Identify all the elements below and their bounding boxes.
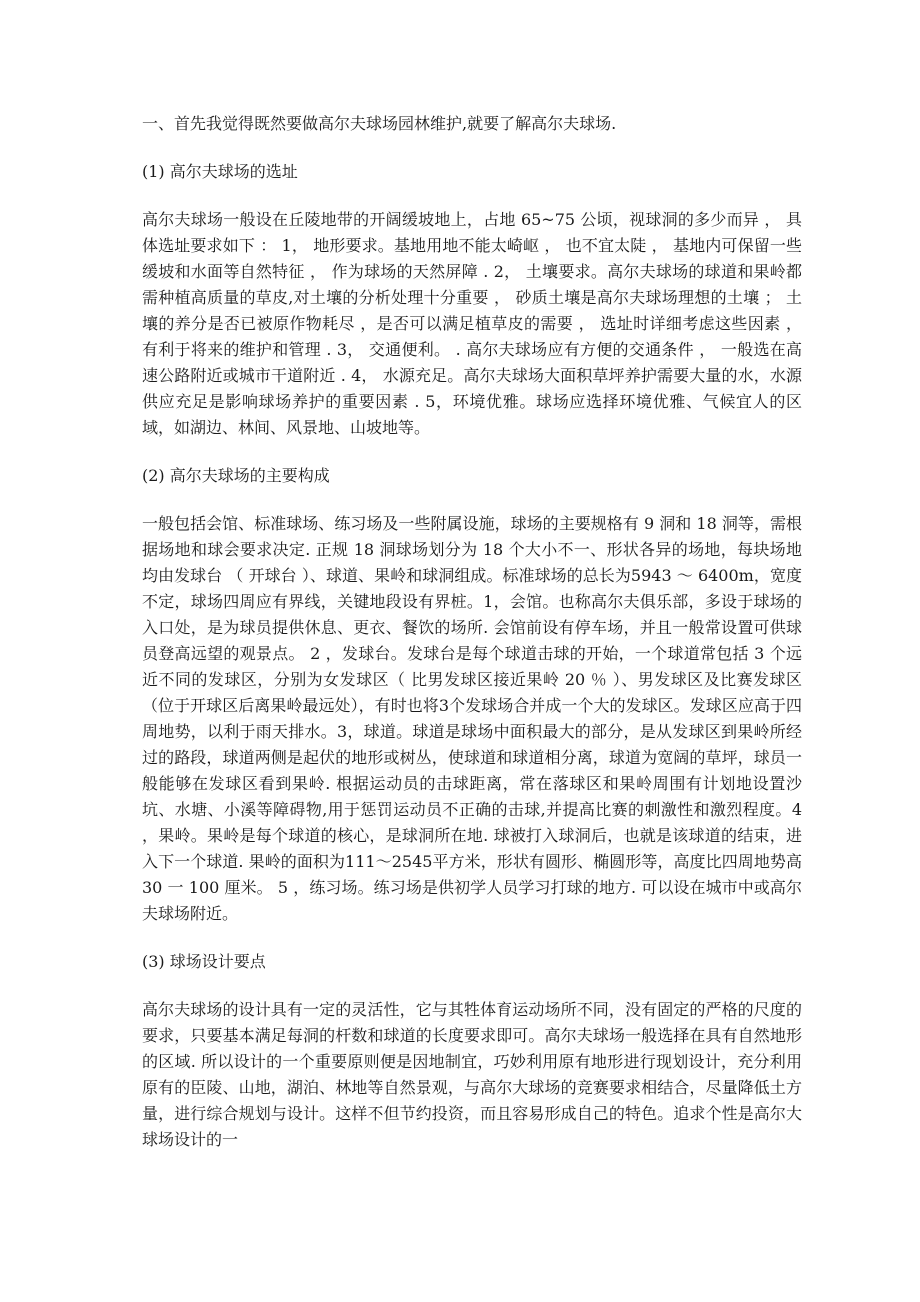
section-2-body: 一般包括会馆、标准球场、练习场及一些附属设施，球场的主要规格有 9 洞和 18 洞等，需根据场地和球会要求决定. 正规 18 洞球场划分为 18 个大小不一、形状各异的场地，每块场地均由发球台 （ 开球台 ）、球道、果岭和球洞组成。标准球场的总长为5943 ～ 6400m，宽度不定，球场四周应有界线，关键地段设有界桩。1，会馆。也称高尔夫俱乐部，多设于球场的入口处，是为球员提供休息、更衣、餐饮的场所. 会馆前设有停车场，并且一般常设置可供球员登高远望的观景点。 2 ，发球台。发球台是每个球道击球的开始，一个球道常包括 3 个远近不同的发球区，分别为女发球区（ 比男发球区接近果岭 20 ％ ）、男发球区及比赛发球区（位于开球区后离果岭最远处），有时也将3个发球场合并成一个大的发球区。发球区应高于四周地势，以利于雨天排水。3，球道。球道是球场中面积最大的部分，是从发球区到果岭所经过的路段，球道两侧是起伏的地形或树丛，使球道和球道相分离，球道为宽阔的草坪，球员一般能够在发球区看到果岭. 根据运动员的击球距离，常在落球区和果岭周围有计划地设置沙坑、水塘、小溪等障碍物,用于惩罚运动员不正确的击球,并提高比赛的刺激性和激烈程度。4 ，果岭。果岭是每个球道的核心，是球洞所在地. 球被打入球洞后，也就是该球道的结束，进入下一个球道. 果岭的面积为111～2545平方米，形状有圆形、椭圆形等，高度比四周地势高 30 一 100 厘米。 5 ，练习场。练习场是供初学人员学习打球的地方. 可以设在城市中或高尔夫球场附近。 <box>142 514 802 923</box>
section-3-body: 高尔夫球场的设计具有一定的灵活性，它与其牲体育运动场所不同，没有固定的严格的尺度的要求，只要基本满足每洞的杆数和球道的长度要求即可。高尔夫球场一般选择在具有自然地形的区域. 所以设计的一个重要原则便是因地制宜，巧妙利用原有地形进行现划设计，充分利用原有的臣陵、山地，湖泊、林地等自然景观，与高尔大球场的竞赛要求相结合，尽量降低土方量，进行综合规划与设计。这样不但节约投资，而且容易形成自己的特色。追求个性是高尔大球场设计的一 <box>142 1000 802 1149</box>
section-1-body: 高尔夫球场一般设在丘陵地带的开阔缓坡地上，占地 65~75 公顷，视球洞的多少而异 ， 具体选址要求如下 ： 1， 地形要求。基地用地不能太崎岖 ， 也不宜太陡 ， 基地内可保留一些缓坡和水面等自然特征 ， 作为球场的天然屏障 . 2， 土壤要求。高尔夫球场的球道和果岭都需种植高质量的草皮,对土壤的分析处理十分重要 ， 砂质土壤是高尔夫球场理想的土壤 ； 土壤的养分是否已被原作物耗尽 ，是否可以满足植草皮的需要 ， 选址时详细考虑这些因素 ， 有利于将来的维护和管理 . 3， 交通便利。 . 高尔夫球场应有方便的交通条件 ， 一般选在高速公路附近或城市干道附近 . 4， 水源充足。高尔夫球场大面积草坪养护需要大量的水，水源供应充足是影响球场养护的重要因素 . 5，环境优雅。球场应选择环境优雅、气候宜人的区域，如湖边、林间、风景地、山坡地等。 <box>142 210 802 437</box>
document-page <box>142 111 802 1153</box>
intro-line: 一、首先我觉得既然要做高尔夫球场园林维护,就要了解高尔夫球场. <box>142 114 617 133</box>
section-3-heading: (3) 球场设计要点 <box>142 952 266 971</box>
section-1-heading: (1) 高尔夫球场的选址 <box>142 162 298 181</box>
section-2-heading: (2) 高尔夫球场的主要构成 <box>142 466 330 485</box>
